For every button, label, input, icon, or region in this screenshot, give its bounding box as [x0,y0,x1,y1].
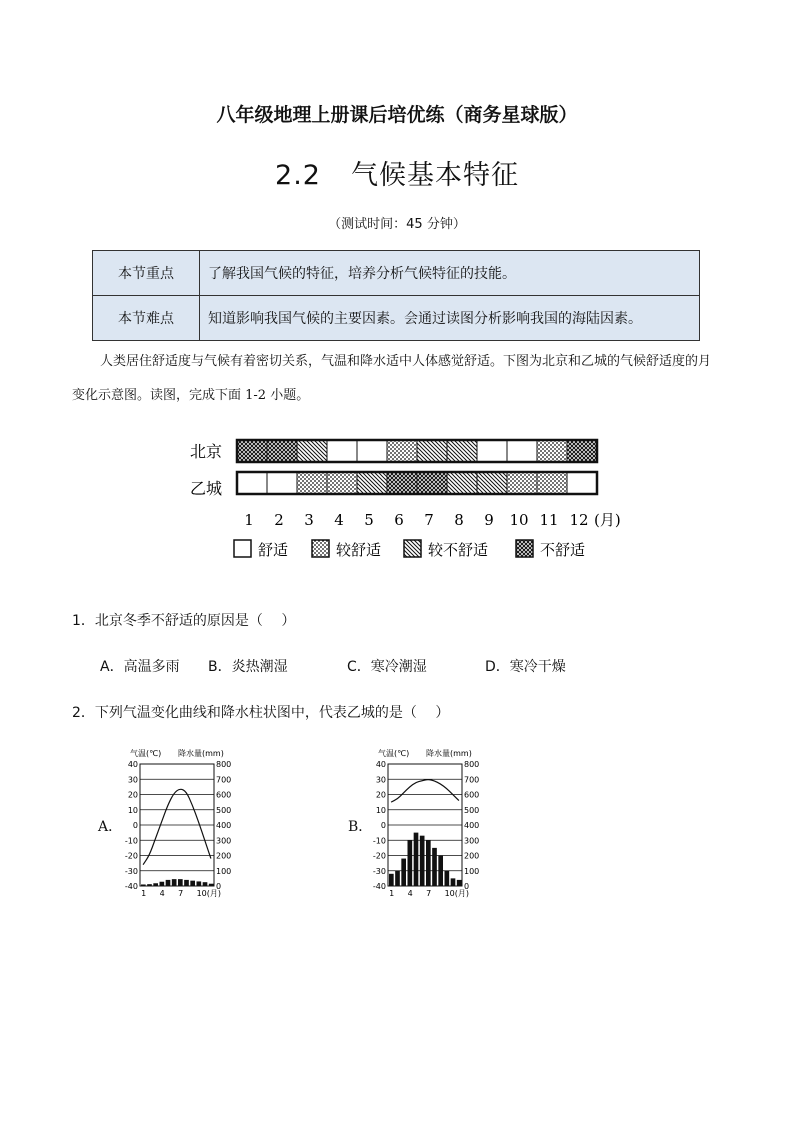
precip-bar [408,840,413,886]
precip-bar [178,879,183,886]
row-label-beijing: 北京 [190,442,223,461]
temp-tick: 30 [375,775,386,785]
month-tick: 11 [539,511,559,529]
month-tick: 4 [407,889,413,898]
row-label-yicheng: 乙城 [190,479,223,498]
section-title: 气候基本特征 [350,160,519,191]
q1-option-a[interactable]: A．高温多雨 [100,659,180,675]
precip-bar [141,884,146,886]
intro-paragraph: 人类居住舒适度与气候有着密切关系，气温和降水适中人体感觉舒适。下图为北京和乙城的气候舒适度的月变化示意图。读图，完成下面 1-2 小题。 [72,354,712,403]
temp-tick: -30 [372,866,386,876]
temp-tick: -10 [124,836,138,846]
precip-tick: 300 [464,836,480,846]
precip-tick: 500 [464,805,480,815]
temperature-curve [143,789,211,864]
month-tick: 7 [426,889,432,898]
difficulty-row [93,296,700,341]
month-tick: 10(月) [196,889,222,898]
legend-label-comfortable: 舒适 [258,541,289,559]
climate-chart-b[interactable] [366,744,496,904]
precip-tick: 400 [216,821,232,830]
legend-label-fairly-comfortable: 较舒适 [336,541,382,559]
temp-tick: 20 [127,790,138,800]
precip-bar [147,884,152,886]
comfort-cell [567,472,597,494]
precip-tick: 500 [216,805,232,815]
precip-bar [395,871,400,886]
comfort-cell [297,472,327,494]
comfort-cell [237,472,267,494]
comfort-cell [267,472,297,494]
key-point-row [93,251,700,296]
precip-tick: 800 [216,760,232,769]
precip-bar [197,881,202,886]
month-tick: 1 [389,889,395,898]
key-points-table [92,250,700,341]
comfort-chart [170,432,640,572]
comfort-cell [387,440,417,462]
precip-bar [438,856,443,887]
climate-chart-a[interactable] [118,744,248,904]
legend-swatch-fairly-uncomfortable [404,540,421,557]
comfort-cell [507,472,537,494]
legend-swatch-uncomfortable [516,540,533,557]
precip-tick: 600 [464,790,480,800]
precip-axis-title: 降水量(mm) [426,749,472,758]
q2-choice-b-label[interactable]: B． [348,819,373,835]
precip-tick: 300 [216,836,232,846]
precip-tick: 100 [464,866,480,876]
comfort-cell [297,440,327,462]
precip-tick: 700 [216,775,232,785]
precip-bar [184,880,189,886]
temp-tick: -20 [372,851,386,861]
difficulty-label: 本节难点 [93,296,200,341]
comfort-cell [417,440,447,462]
section-heading [0,153,794,192]
comfort-cell [477,440,507,462]
precip-bar [420,836,425,886]
precip-tick: 0 [216,882,222,891]
precip-tick: 600 [216,790,232,800]
month-tick: 3 [304,511,314,529]
comfort-cell [507,440,537,462]
month-tick: 1 [141,889,147,898]
precip-bar [203,882,208,886]
comfort-cell [267,440,297,462]
q2-choice-a-label[interactable]: A． [98,819,123,835]
document-title: 八年级地理上册课后培优练（商务星球版） [216,104,578,126]
temp-tick: -10 [372,836,386,846]
precip-tick: 400 [464,821,480,830]
month-tick: 5 [364,511,374,529]
section-number: 2.2 [275,160,321,191]
comfort-cell [537,440,567,462]
temp-tick: 10 [375,805,386,815]
precip-tick: 0 [464,882,470,891]
precip-bar [389,874,394,886]
comfort-cell [477,472,507,494]
comfort-cell [567,440,597,462]
precip-axis-title: 降水量(mm) [178,749,224,758]
legend-swatch-comfortable [234,540,251,557]
temp-tick: -20 [124,851,138,861]
precip-bar [209,884,214,886]
comfort-cell [357,472,387,494]
month-tick: 4 [334,511,344,529]
temp-tick: -40 [372,882,386,891]
temp-tick: 10 [127,805,138,815]
comfort-cell [357,440,387,462]
precip-bar [426,840,431,886]
comfort-cell [237,440,267,462]
key-point-text: 了解我国气候的特征，培养分析气候特征的技能。 [200,251,700,296]
question-2: 2．下列气温变化曲线和降水柱状图中，代表乙城的是（ ） [72,705,450,721]
temp-tick: 0 [132,821,138,830]
temp-tick: 0 [380,821,386,830]
month-tick: 2 [274,511,284,529]
month-tick: 8 [454,511,464,529]
comfort-cell [387,472,417,494]
month-tick: 12 [569,511,589,529]
comfort-cell [537,472,567,494]
legend-label-uncomfortable: 不舒适 [540,541,586,559]
temp-axis-title: 气温(℃) [130,749,162,758]
precip-bar [432,848,437,886]
precip-bar [451,878,456,886]
precip-bar [153,883,158,886]
month-tick: 7 [424,511,434,529]
precip-bar [401,859,406,886]
temp-tick: 30 [127,775,138,785]
temperature-curve [391,780,459,802]
test-time: （测试时间：45 分钟） [328,217,466,232]
key-point-label: 本节重点 [93,251,200,296]
month-unit-label: (月) [594,511,621,529]
month-tick: 10 [509,511,529,529]
legend-label-fairly-uncomfortable: 较不舒适 [428,541,489,559]
temp-tick: 20 [375,790,386,800]
comfort-cell [447,440,477,462]
precip-bar [166,880,171,886]
precip-bar [190,881,195,886]
month-tick: 1 [244,511,254,529]
precip-tick: 200 [216,851,232,861]
temp-tick: -30 [124,866,138,876]
precip-bar [172,879,177,886]
precip-tick: 100 [216,866,232,876]
precip-bar [445,871,450,886]
month-tick: 4 [159,889,165,898]
month-tick: 10(月) [444,889,470,898]
comfort-cell [447,472,477,494]
precip-tick: 200 [464,851,480,861]
comfort-cell [327,472,357,494]
q1-option-c[interactable]: C．寒冷潮湿 [347,659,427,675]
month-tick: 9 [484,511,494,529]
temp-tick: -40 [124,882,138,891]
precip-tick: 700 [464,775,480,785]
difficulty-text: 知道影响我国气候的主要因素。会通过读图分析影响我国的海陆因素。 [200,296,700,341]
q1-option-d[interactable]: D．寒冷干燥 [485,659,566,675]
legend-swatch-fairly-comfortable [312,540,329,557]
precip-bar [414,833,419,886]
temp-tick: 40 [127,760,138,769]
temp-tick: 40 [375,760,386,769]
question-1: 1．北京冬季不舒适的原因是（ ） [72,613,296,629]
q1-option-b[interactable]: B．炎热潮湿 [208,659,288,675]
month-tick: 6 [394,511,404,529]
comfort-cell [417,472,447,494]
precip-bar [160,882,165,886]
temp-axis-title: 气温(℃) [378,749,410,758]
precip-tick: 800 [464,760,480,769]
precip-bar [457,880,462,886]
comfort-cell [327,440,357,462]
month-tick: 7 [178,889,184,898]
